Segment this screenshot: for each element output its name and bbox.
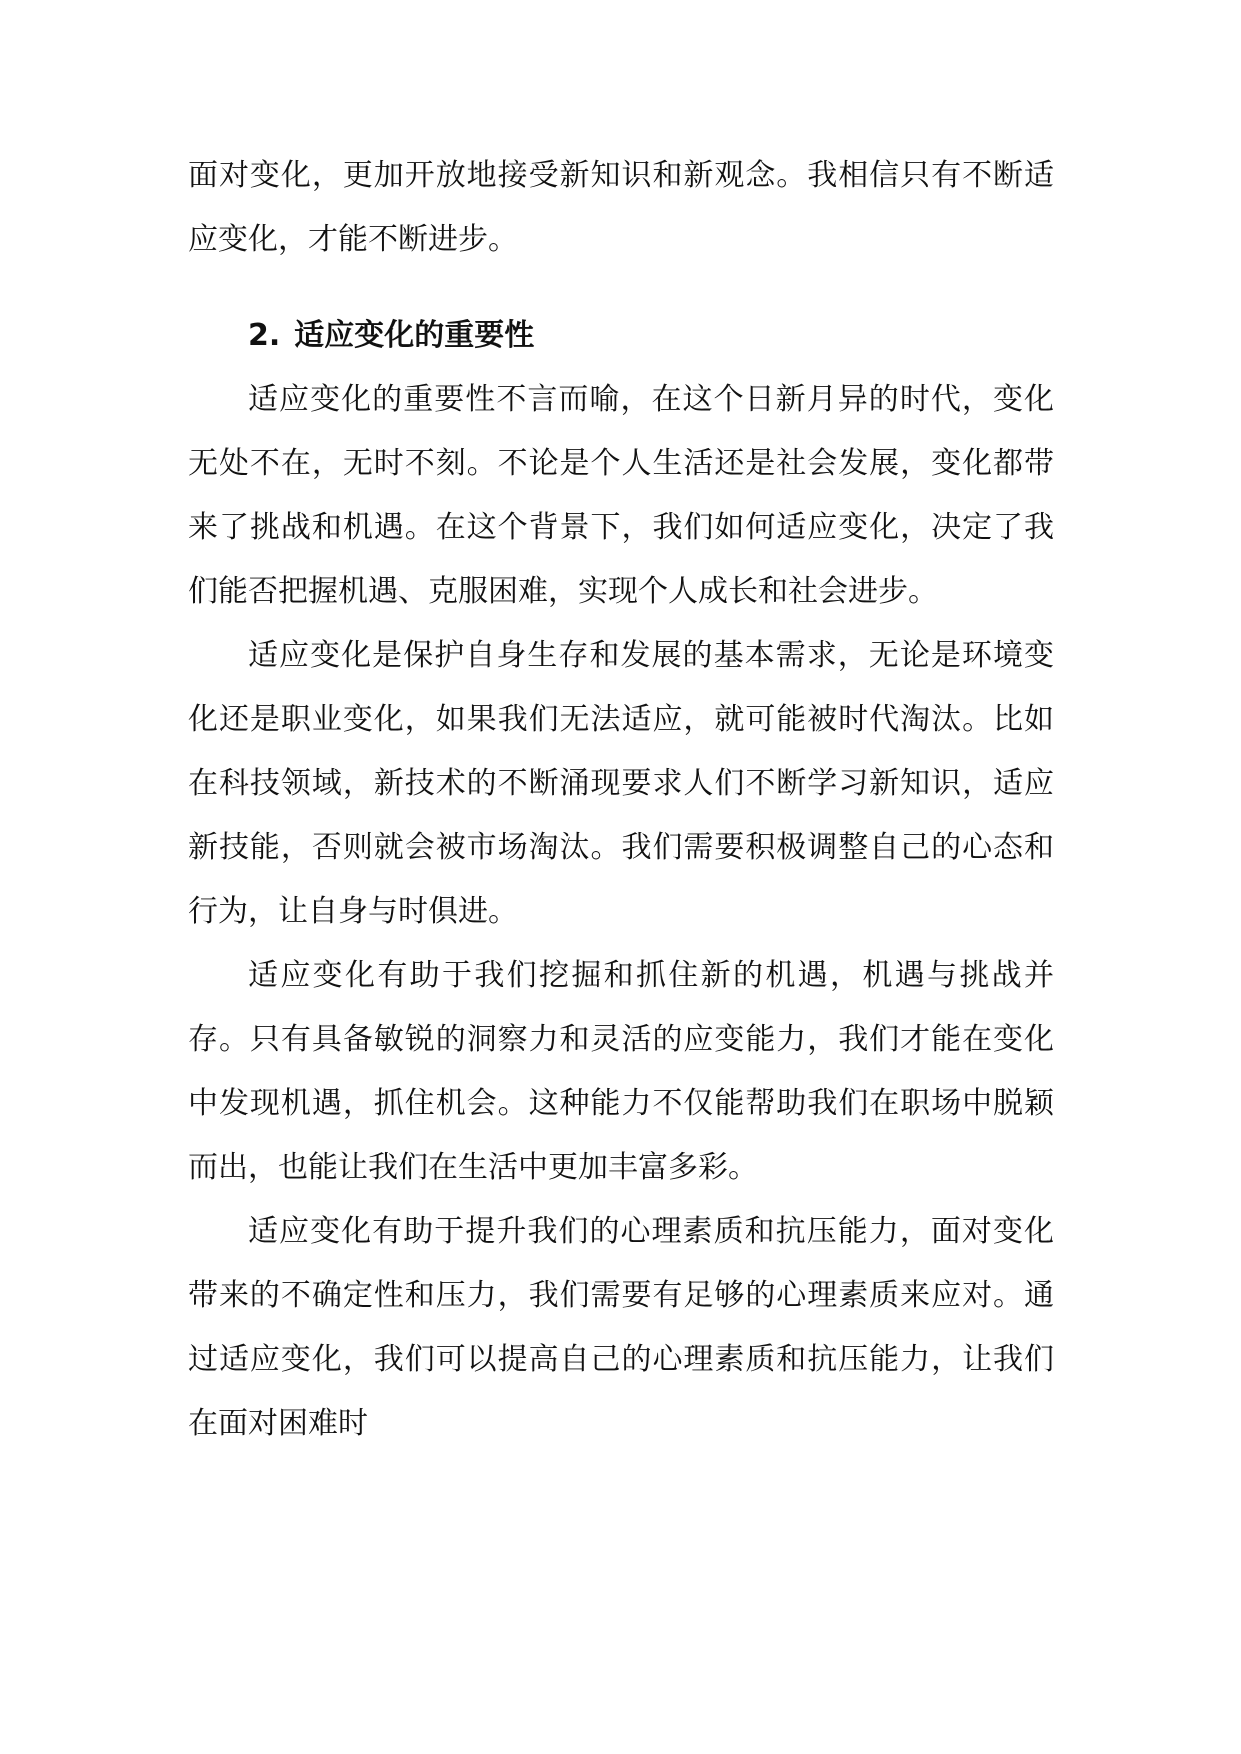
continued-paragraph: 面对变化，更加开放地接受新知识和新观念。我相信只有不断适应变化，才能不断进步。	[188, 158, 1054, 257]
paragraph-1: 适应变化的重要性不言而喻，在这个日新月异的时代，变化无处不在，无时不刻。不论是个人生活还是社会发展，变化都带来了挑战和机遇。在这个背景下，我们如何适应变化，决定了我们能否把握机遇、克服困难，实现个人成长和社会进步。	[188, 382, 1054, 609]
section-number: 2.	[248, 318, 281, 353]
paragraph-2: 适应变化是保护自身生存和发展的基本需求，无论是环境变化还是职业变化，如果我们无法适应，就可能被时代淘汰。比如在科技领域，新技术的不断涌现要求人们不断学习新知识，适应新技能，否则就会被市场淘汰。我们需要积极调整自己的心态和行为，让自身与时俱进。	[188, 638, 1054, 929]
document-body	[188, 144, 1054, 1456]
paragraph-3: 适应变化有助于我们挖掘和抓住新的机遇，机遇与挑战并存。只有具备敏锐的洞察力和灵活的应变能力，我们才能在变化中发现机遇，抓住机会。这种能力不仅能帮助我们在职场中脱颖而出，也能让我们在生活中更加丰富多彩。	[188, 958, 1054, 1185]
section-title: 适应变化的重要性	[294, 318, 535, 353]
paragraph-4: 适应变化有助于提升我们的心理素质和抗压能力，面对变化带来的不确定性和压力，我们需要有足够的心理素质来应对。通过适应变化，我们可以提高自己的心理素质和抗压能力，让我们在面对困难时	[188, 1214, 1054, 1441]
section-heading	[188, 304, 1054, 368]
